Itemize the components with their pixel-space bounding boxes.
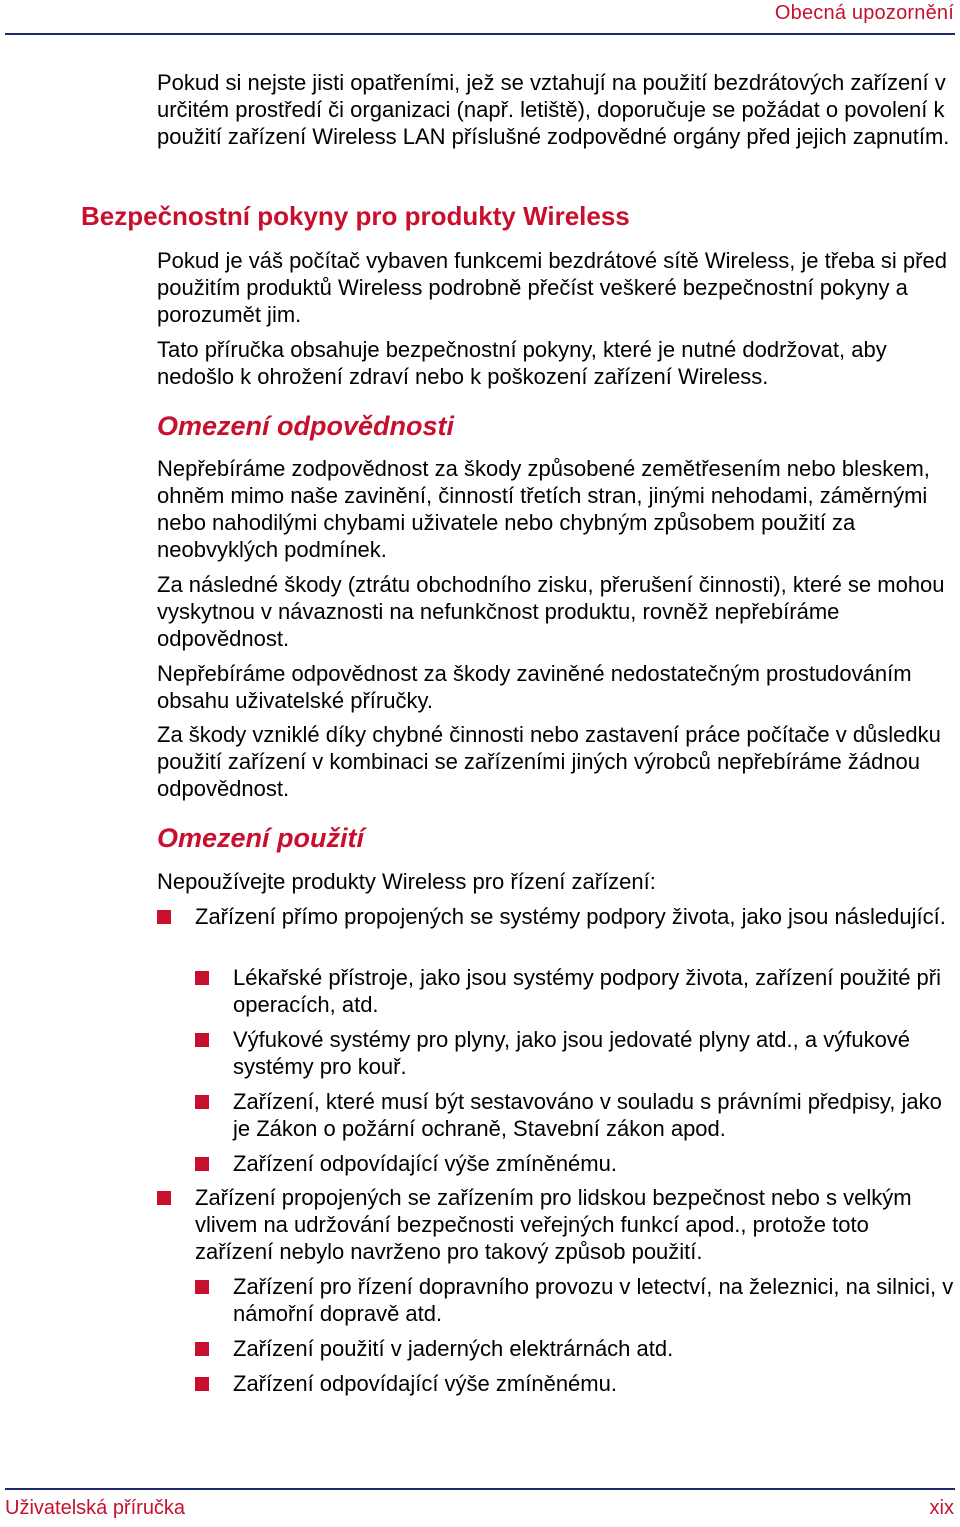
safety-paragraph-1: Pokud je váš počítač vybaven funkcemi bezdrátové sítě Wireless, je třeba si před použitím produktů Wireless podrobně přečíst veškeré bezpečnostní pokyny a porozumět jim.: [157, 248, 947, 327]
list-item-text: Zařízení použití v jaderných elektrárnách atd.: [233, 1336, 674, 1361]
liability-paragraph-4: Za škody vzniklé díky chybné činnosti nebo zastavení práce počítače v důsledku použití zařízení v kombinaci se zařízeními jiných výrobců nepřebíráme žádnou odpovědnost.: [157, 722, 941, 801]
footer-rule: [5, 1488, 955, 1490]
list-item-text: Zařízení propojených se zařízením pro lidskou bezpečnost nebo s velkým vlivem na udržování bezpečnosti veřejných funkcí apod., protože toto zařízení nebylo navrženo pro takový způsob použití.: [195, 1185, 912, 1264]
list-item-text: Zařízení odpovídající výše zmíněnému.: [233, 1371, 617, 1396]
bullet-square-icon: [195, 1095, 209, 1109]
bullet-square-icon: [195, 1342, 209, 1356]
list-item-text: Lékařské přístroje, jako jsou systémy podpory života, zařízení použité při operacích, atd.: [233, 965, 941, 1017]
bullet-square-icon: [195, 971, 209, 985]
bullet-square-icon: [195, 1377, 209, 1391]
running-header-title: Obecná upozornění: [774, 2, 954, 24]
bullet-square-icon: [195, 1033, 209, 1047]
list-item-text: Výfukové systémy pro plyny, jako jsou jedovaté plyny atd., a výfukové systémy pro kouř.: [233, 1027, 911, 1079]
bullet-square-icon: [195, 1157, 209, 1171]
liability-paragraph-2: Za následné škody (ztrátu obchodního zisku, přerušení činnosti), které se mohou vyskytnou v návaznosti na nefunkčnost produktu, rovněž nepřebíráme odpovědnost.: [157, 572, 945, 651]
list-item-text: Zařízení odpovídající výše zmíněnému.: [233, 1151, 617, 1176]
list-item-text: Zařízení, které musí být sestavováno v souladu s právními předpisy, jako je Zákon o požární ochraně, Stavební zákon apod.: [233, 1089, 942, 1141]
liability-heading: Omezení odpovědnosti: [157, 411, 455, 441]
usage-intro: Nepoužívejte produkty Wireless pro řízení zařízení:: [157, 869, 656, 894]
usage-heading: Omezení použití: [157, 823, 365, 853]
liability-paragraph-3: Nepřebíráme odpovědnost za škody zaviněné nedostatečným prostudováním obsahu uživatelské příručky.: [157, 661, 912, 713]
intro-paragraph: Pokud si nejste jisti opatřeními, jež se vztahují na použití bezdrátových zařízení v určitém prostředí či organizaci (např. letiště), doporučuje se požádat o povolení k použití zařízení Wireless LAN příslušné zodpovědné orgány před jejich zapnutím.: [157, 70, 950, 149]
list-item-text: Zařízení přímo propojených se systémy podpory života, jako jsou následující.: [195, 904, 946, 929]
page-number: xix: [929, 1497, 954, 1519]
footer-manual-title: Uživatelská příručka: [5, 1497, 186, 1519]
bullet-square-icon: [195, 1280, 209, 1294]
safety-paragraph-2: Tato příručka obsahuje bezpečnostní pokyny, které je nutné dodržovat, aby nedošlo k ohrožení zdraví nebo k poškození zařízení Wireless.: [157, 337, 887, 389]
list-item-text: Zařízení pro řízení dopravního provozu v letectví, na železnici, na silnici, v námořní dopravě atd.: [233, 1274, 954, 1326]
bullet-square-icon: [157, 910, 171, 924]
liability-paragraph-1: Nepřebíráme zodpovědnost za škody způsobené zemětřesením nebo bleskem, ohněm mimo naše zavinění, činností třetích stran, jinými nehodami, záměrnými nebo nahodilými chybami uživatele nebo chybným způsobem použití za neobvyklých podmínek.: [157, 456, 930, 562]
section-heading: Bezpečnostní pokyny pro produkty Wireless: [81, 201, 630, 231]
header-rule: [5, 33, 955, 35]
bullet-square-icon: [157, 1191, 171, 1205]
